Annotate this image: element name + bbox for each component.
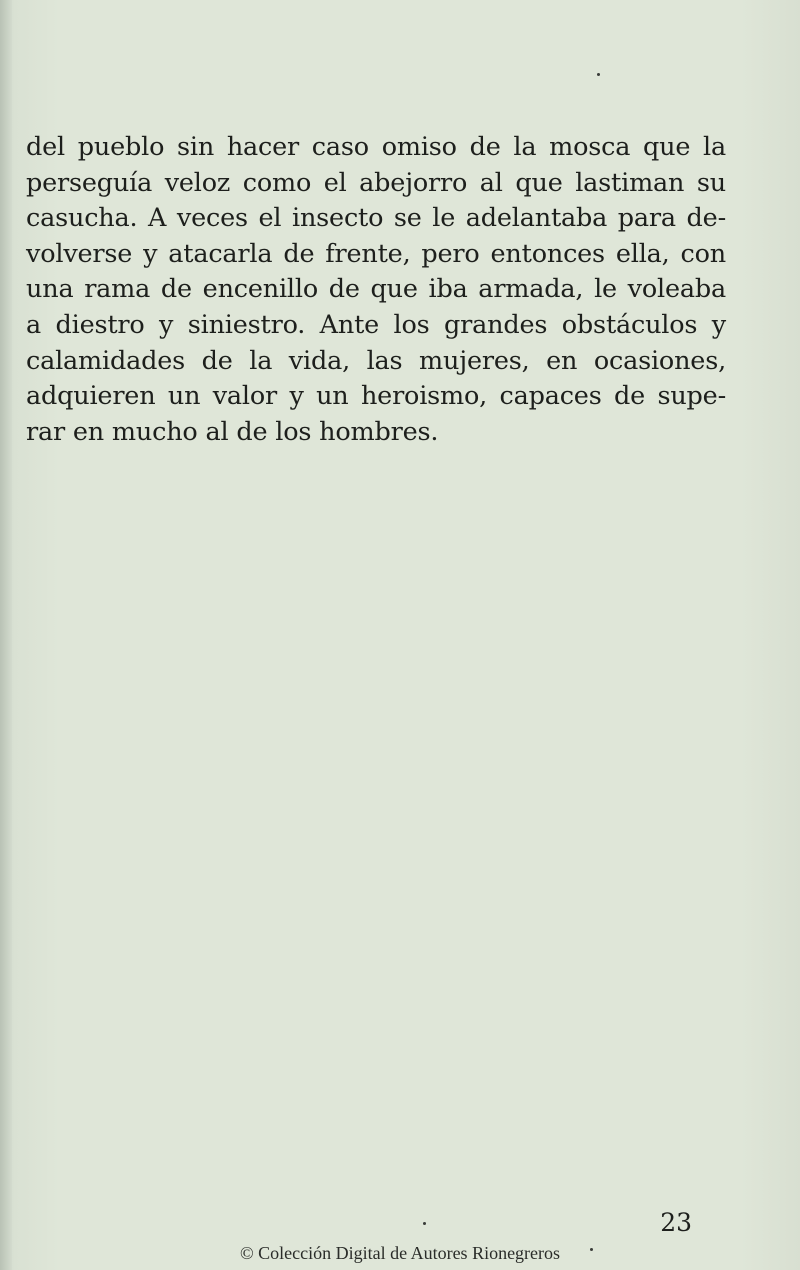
text-line: del pueblo sin hacer caso omiso de la mosca que la <box>26 132 726 162</box>
text-line: a diestro y siniestro. Ante los grandes obstáculos y <box>26 309 726 340</box>
text-line: una rama de encenillo de que iba armada, le voleaba <box>26 274 726 305</box>
text-line: calamidades de la vida, las mujeres, en ocasiones, <box>26 345 726 376</box>
text-line: volverse y atacarla de frente, pero entonces ella, con <box>26 238 726 269</box>
page-number: 23 <box>660 1208 692 1237</box>
text-line: adquieren un valor y un heroismo, capaces de supe- <box>26 381 726 412</box>
text-line: perseguía veloz como el abejorro al que lastiman su <box>26 167 726 198</box>
footer-credit: © Colección Digital de Autores Rionegreros <box>239 1243 561 1263</box>
dust-speck <box>423 1222 426 1225</box>
text-line: rar en mucho al de los hombres. <box>26 416 439 447</box>
body-paragraph <box>26 130 726 450</box>
dust-speck <box>590 1248 593 1251</box>
bleed-through-texture <box>40 445 740 815</box>
dust-speck <box>597 73 600 76</box>
binding-edge <box>0 0 12 1270</box>
text-line: casucha. A veces el insecto se le adelantaba para de- <box>26 203 726 234</box>
